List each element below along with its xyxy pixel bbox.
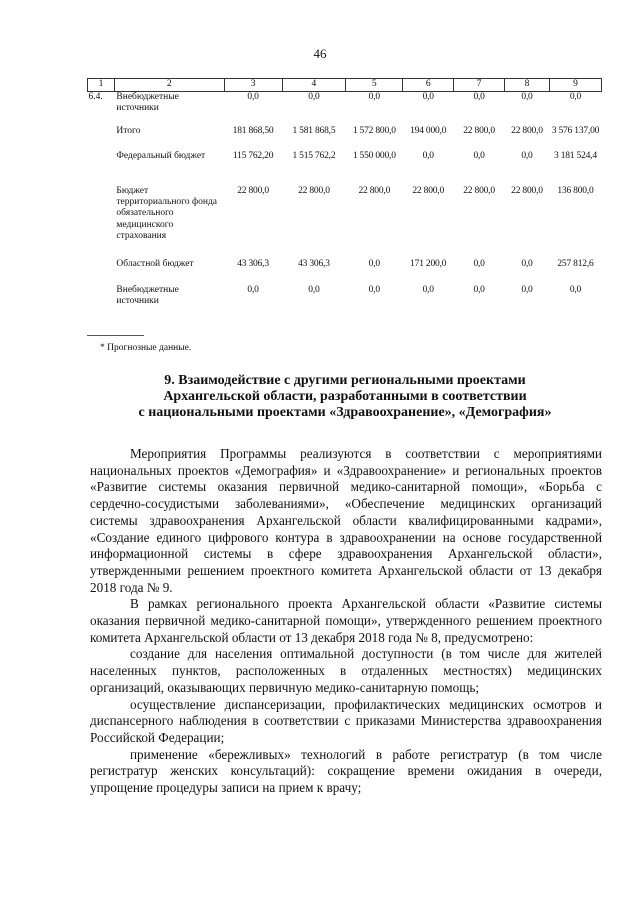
- cell-value: 1 515 762,2: [292, 150, 336, 161]
- budget-table: [87, 78, 602, 313]
- paragraph: создание для населения оптимальной доступности (в том числе для жителей населенных пунктов, расположенных в отдаленных местностях) медицинских организаций, оказывающих первичную медико-санитарную помощь;: [90, 646, 602, 695]
- cell-value: 22 800,0: [511, 185, 543, 196]
- cell-value: 0,0: [422, 284, 434, 295]
- cell-value: 0,0: [521, 284, 533, 295]
- paragraph: В рамках регионального проекта Архангельской области «Развитие системы оказания первичной медико-санитарной помощи», утвержденного решением проектного комитета Архангельской области от 13 декабря 2018 года № 8, предусмотрено:: [90, 596, 602, 645]
- table-row: [88, 151, 602, 186]
- cell-value: 3 576 137,00: [551, 125, 600, 136]
- row-index: 6.4.: [88, 92, 103, 102]
- cell-value: 1 550 000,0: [352, 150, 396, 161]
- row-index: [88, 126, 115, 151]
- cell-value: 22 800,0: [463, 185, 495, 196]
- section-title-line: 9. Взаимодействие с другими региональными проектами: [164, 373, 526, 388]
- cell-value: 0,0: [308, 92, 320, 102]
- cell-value: 22 800,0: [358, 185, 391, 196]
- cell-value: 22 800,0: [511, 125, 543, 136]
- cell-value: 0,0: [368, 284, 380, 295]
- table-header-cell: 9: [549, 79, 601, 92]
- cell-value: 22 800,0: [463, 125, 495, 136]
- page-number: 46: [313, 46, 327, 61]
- row-label: Итого: [116, 125, 141, 136]
- table-header-cell: 3: [224, 79, 282, 92]
- row-index: [88, 259, 115, 285]
- paragraph: осуществление диспансеризации, профилактических медицинских осмотров и диспансерного наблюдения в соответствии с приказами Министерства здравоохранения Российской Федерации;: [90, 696, 602, 745]
- cell-value: 0,0: [422, 150, 434, 161]
- table-row: [88, 285, 602, 313]
- table-header-cell: 5: [346, 79, 403, 92]
- row-index: [88, 151, 115, 186]
- cell-value: 0,0: [473, 150, 485, 161]
- cell-value: 115 762,20: [232, 150, 274, 161]
- cell-value: 0,0: [247, 284, 259, 295]
- cell-value: 22 800,0: [412, 185, 445, 196]
- section-title-line: с национальными проектами «Здравоохранение», «Демография»: [138, 405, 552, 420]
- section-title-line: Архангельской области, разработанными в соответствии: [163, 389, 527, 404]
- table-header-cell: 4: [282, 79, 346, 92]
- cell-value: 1 581 868,5: [292, 125, 336, 136]
- footnote: * Прогнозные данные.: [100, 343, 192, 353]
- cell-value: 22 800,0: [298, 185, 330, 196]
- cell-value: 0,0: [569, 284, 582, 295]
- cell-value: 194 000,0: [410, 125, 447, 136]
- section-title: [90, 373, 600, 421]
- cell-value: 22 800,0: [237, 185, 269, 196]
- cell-value: 0,0: [473, 92, 485, 102]
- cell-value: 0,0: [473, 284, 485, 295]
- table-row: [88, 126, 602, 151]
- table-header-cell: 1: [88, 79, 115, 92]
- row-label: Областной бюджет: [116, 258, 194, 269]
- footnote-divider: [87, 335, 144, 336]
- row-label: Бюджет территориального фонда обязательного медицинского страхования: [116, 185, 218, 242]
- row-index: [88, 186, 115, 259]
- cell-value: 0,0: [521, 258, 533, 269]
- cell-value: 0,0: [569, 92, 582, 102]
- table-header-cell: 6: [403, 79, 454, 92]
- cell-value: 257 812,6: [557, 258, 594, 269]
- body-text: [90, 446, 602, 797]
- cell-value: 0,0: [422, 92, 434, 102]
- paragraph: применение «бережливых» технологий в работе регистратур (в том числе регистратур женских консультаций): сокращение времени ожидания в очереди, упрощение процедуры записи на прием к врачу;: [90, 746, 602, 796]
- cell-value: 0,0: [521, 92, 533, 102]
- row-label: Внебюджетные источники: [116, 284, 179, 306]
- table-row: [88, 186, 602, 259]
- cell-value: 43 306,3: [298, 258, 330, 269]
- cell-value: 181 868,50: [232, 125, 274, 136]
- cell-value: 1 572 800,0: [352, 125, 396, 136]
- row-label: Внебюджетные источники: [116, 92, 179, 114]
- cell-value: 0,0: [473, 258, 485, 269]
- cell-value: 171 200,0: [410, 258, 447, 269]
- paragraph: Мероприятия Программы реализуются в соответствии с мероприятиями национальных проектов «Демография» и «Здравоохранение» и региональных проектов «Развитие системы оказания первичной медико-санитарной помощи», «Борьба с сердечно-сосудистыми заболеваниями», «Обеспечение медицинских организаций системы здравоохранения Архангельской области квалифицированными кадрами», «Создание единого цифрового контура в здравоохранении на основе государственной информационной системы в сфере здравоохранения Архангельской области», утвержденными решением проектного комитета Архангельской области от 13 декабря 2018 года № 9.: [90, 446, 602, 595]
- table-row: [88, 92, 602, 126]
- cell-value: 0,0: [247, 92, 259, 102]
- row-label: Федеральный бюджет: [116, 150, 206, 161]
- cell-value: 0,0: [368, 92, 380, 102]
- table-row: [88, 259, 602, 285]
- cell-value: 0,0: [308, 284, 320, 295]
- cell-value: 136 800,0: [557, 185, 594, 196]
- table-header-cell: 7: [454, 79, 505, 92]
- cell-value: 0,0: [521, 150, 533, 161]
- row-index: [88, 285, 115, 313]
- cell-value: 3 181 524,4: [553, 150, 597, 161]
- table-header-row: [88, 79, 602, 92]
- table-header-cell: 8: [505, 79, 550, 92]
- cell-value: 0,0: [368, 258, 380, 269]
- cell-value: 43 306,3: [237, 258, 269, 269]
- table-header-cell: 2: [114, 79, 224, 92]
